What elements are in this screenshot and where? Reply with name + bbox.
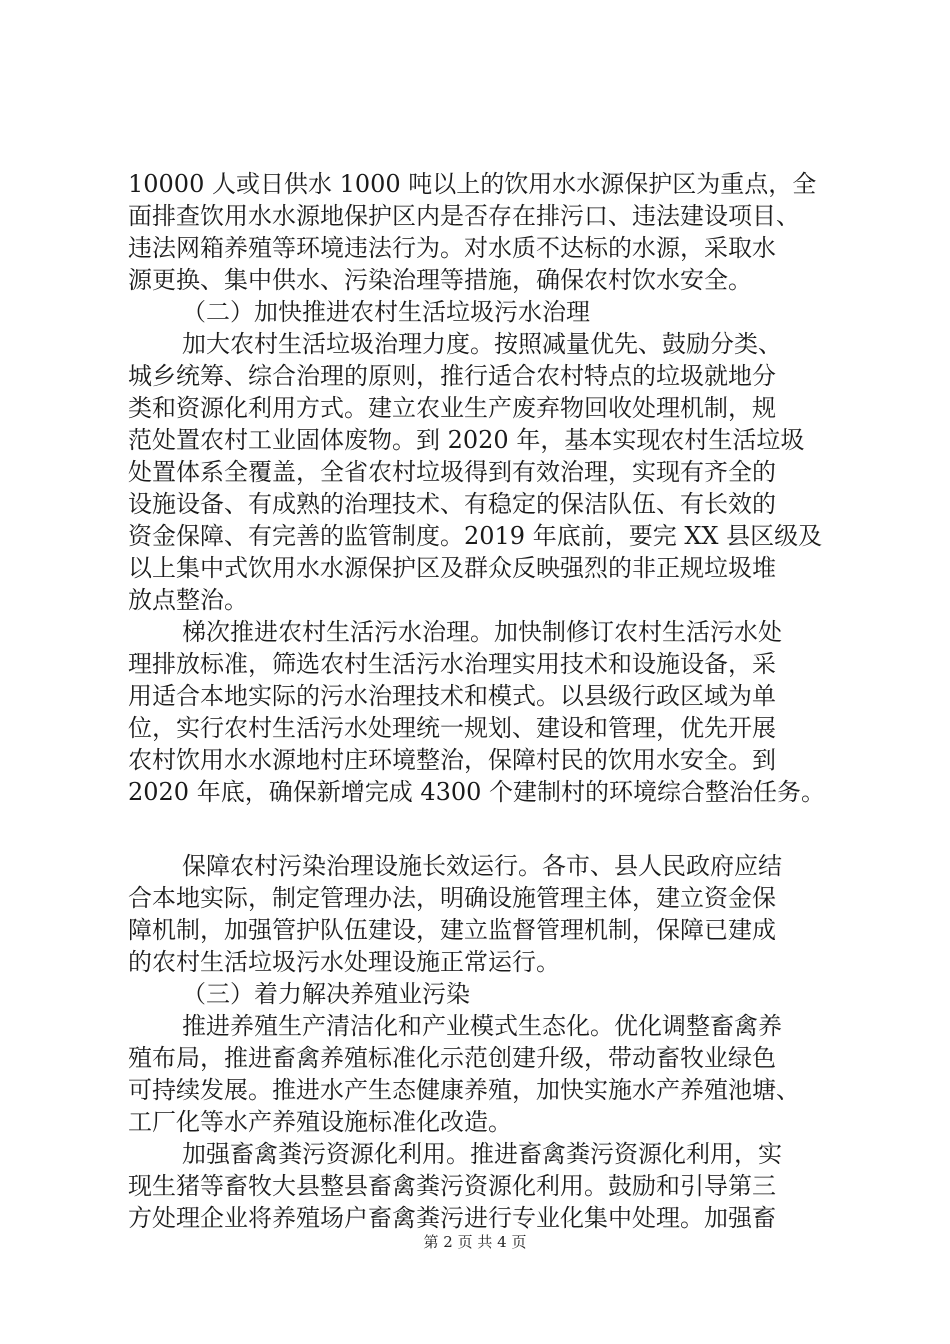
text-line: 合本地实际，制定管理办法，明确设施管理主体，建立资金保 — [128, 884, 776, 912]
text-line: 可持续发展。推进水产生态健康养殖，加快实施水产养殖池塘、 — [128, 1076, 800, 1104]
text-line: 位，实行农村生活污水处理统一规划、建设和管理，优先开展 — [128, 714, 776, 742]
text-line: 面排查饮用水水源地保护区内是否存在排污口、违法建设项目、 — [128, 202, 800, 230]
text-line: 类和资源化利用方式。建立农业生产废弃物回收处理机制，规 — [128, 394, 776, 422]
text-line: 的农村生活垃圾污水处理设施正常运行。 — [128, 948, 560, 976]
text-line: 加大农村生活垃圾治理力度。按照减量优先、鼓励分类、 — [182, 330, 782, 358]
text-line: 处置体系全覆盖，全省农村垃圾得到有效治理，实现有齐全的 — [128, 458, 776, 486]
document-body — [128, 168, 830, 1234]
paragraph-gap — [128, 808, 830, 850]
text-line: 加强畜禽粪污资源化利用。推进畜禽粪污资源化利用，实 — [182, 1140, 782, 1168]
text-line: 源更换、集中供水、污染治理等措施，确保农村饮水安全。 — [128, 266, 752, 294]
text-line: 工厂化等水产养殖设施标准化改造。 — [128, 1108, 512, 1136]
text-line: 用适合本地实际的污水治理技术和模式。以县级行政区域为单 — [128, 682, 776, 710]
text-line: 现生猪等畜牧大县整县畜禽粪污资源化利用。鼓励和引导第三 — [128, 1172, 776, 1200]
text-line: 理排放标准，筛选农村生活污水治理实用技术和设施设备，采 — [128, 650, 776, 678]
text-line: 方处理企业将养殖场户畜禽粪污进行专业化集中处理。加强畜 — [128, 1204, 776, 1232]
section-heading: （三）着力解决养殖业污染 — [182, 980, 470, 1008]
text-line: 资金保障、有完善的监管制度。2019 年底前，要完 XX 县区级及 — [128, 522, 823, 550]
text-line: 保障农村污染治理设施长效运行。各市、县人民政府应结 — [182, 852, 782, 880]
text-line: 2020 年底，确保新增完成 4300 个建制村的环境综合整治任务。 — [128, 778, 826, 806]
text-line: 10000 人或日供水 1000 吨以上的饮用水水源保护区为重点，全 — [128, 170, 817, 198]
page-footer: 第 2 页 共 4 页 — [423, 1233, 527, 1251]
text-line: 以上集中式饮用水水源保护区及群众反映强烈的非正规垃圾堆 — [128, 554, 776, 582]
section-heading: （二）加快推进农村生活垃圾污水治理 — [182, 298, 590, 326]
text-line: 殖布局，推进畜禽养殖标准化示范创建升级，带动畜牧业绿色 — [128, 1044, 776, 1072]
text-line: 违法网箱养殖等环境违法行为。对水质不达标的水源，采取水 — [128, 234, 776, 262]
text-line: 城乡统筹、综合治理的原则，推行适合农村特点的垃圾就地分 — [128, 362, 776, 390]
text-line: 推进养殖生产清洁化和产业模式生态化。优化调整畜禽养 — [182, 1012, 782, 1040]
text-line: 设施设备、有成熟的治理技术、有稳定的保洁队伍、有长效的 — [128, 490, 776, 518]
text-line: 农村饮用水水源地村庄环境整治，保障村民的饮用水安全。到 — [128, 746, 776, 774]
text-line: 放点整治。 — [128, 586, 248, 614]
text-line: 梯次推进农村生活污水治理。加快制修订农村生活污水处 — [182, 618, 782, 646]
text-line: 范处置农村工业固体废物。到 2020 年，基本实现农村生活垃圾 — [128, 426, 805, 454]
text-line: 障机制，加强管护队伍建设，建立监督管理机制，保障已建成 — [128, 916, 776, 944]
